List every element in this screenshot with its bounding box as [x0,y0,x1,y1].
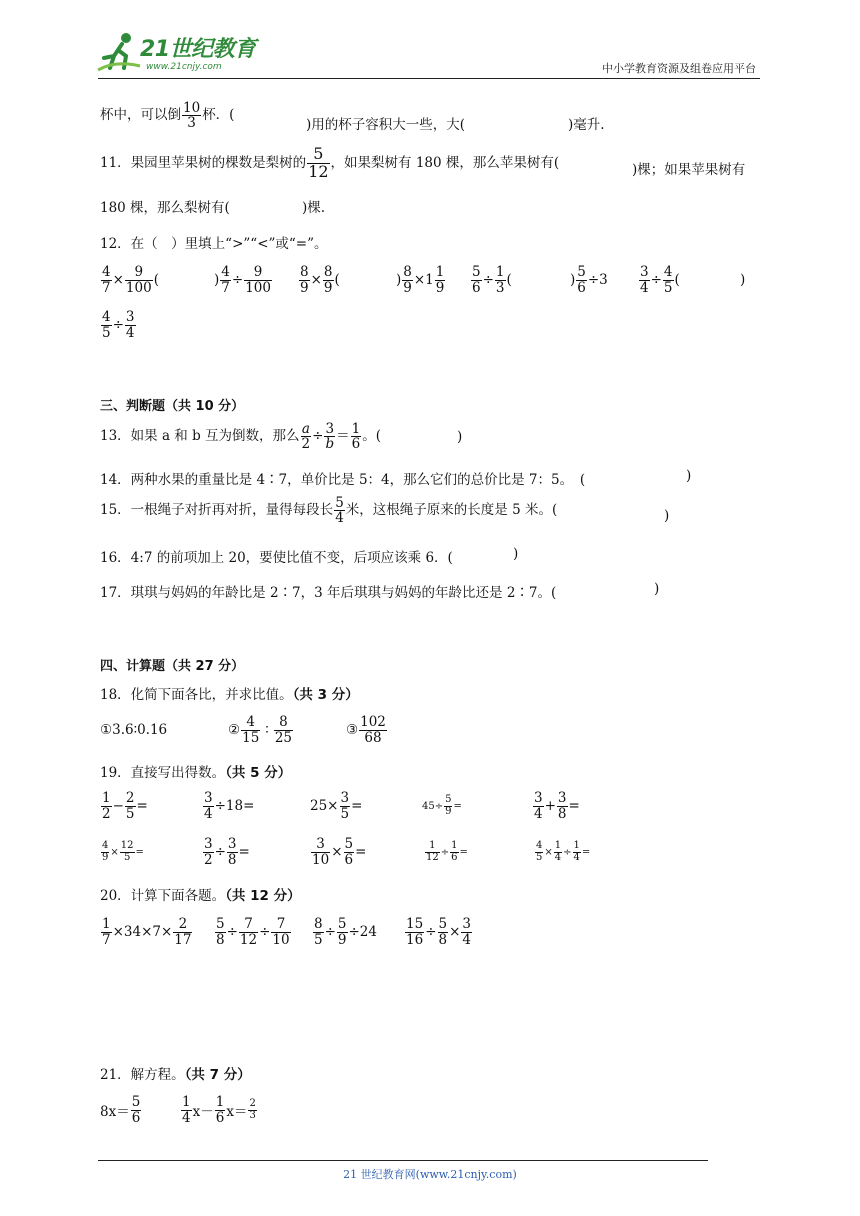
question-11-line2b: )棵. [302,200,326,216]
site-logo [96,30,266,78]
logo-text: 21世纪教育 [140,37,256,62]
platform-name: 中小学教育资源及组卷应用平台 [602,62,756,75]
header-divider [98,78,760,79]
question-11-line2: 180 棵，那么梨树有( [100,200,230,216]
question-19-prompt: 19．直接写出得数。（共 5 分） [100,765,292,781]
q13-close: ) [457,429,463,445]
question-21-prompt: 21．解方程。（共 7 分） [100,1067,251,1083]
footer-divider [98,1160,708,1161]
footer-text: 21 世纪教育网(www.21cnjy.com) [343,1168,517,1181]
q10-tail: 杯中，可以倒 $\frac{10}{3}$ 杯．( [100,100,235,132]
question-12-prompt: 12．在（ ）里填上“>”“<”或“=”。 [100,236,328,252]
question-14: 14．两种水果的重量比是 4∶7，单价比是 5：4，那么它们的总价比是 7：5。 ( [100,472,586,488]
question-17: 17．琪琪与妈妈的年龄比是 2∶7，3 年后琪琪与妈妈的年龄比还是 2∶7。( [100,585,557,601]
question-18-prompt: 18．化简下面各比，并求比值。（共 3 分） [100,687,359,703]
q15-close: ) [664,508,670,524]
q10-blank-2: )毫升. [568,117,605,133]
question-20-prompt: 20．计算下面各题。（共 12 分） [100,888,301,904]
section-4-title: 四、计算题（共 27 分） [100,659,245,674]
question-11: 11．果园里苹果树的棵数是梨树的 $\frac{5}{12}$ ，如果梨树有 180 棵，那么苹果树有( [100,144,560,181]
section-3-title: 三、判断题（共 10 分） [100,399,245,414]
q14-close: ) [686,468,692,484]
question-15: 15．一根绳子对折再对折，量得每段长 $\frac{5}{4}$ 米，这根绳子原来的长度是 5 米。( [100,495,558,527]
question-11-part2: )棵；如果苹果树有 [632,162,746,178]
q16-close: ) [513,546,519,562]
q17-close: ) [654,581,660,597]
question-13: 13．如果 a 和 b 互为倒数，那么 $\frac{a}{2}$ ÷ $\frac{3}{b}$ ＝ $\frac{1}{6}$ 。( [100,421,381,453]
runner-logo-icon [96,30,142,76]
q10-blank-1: )用的杯子容积大一些，大( [306,117,466,133]
question-16: 16．4:7 的前项加上 20，要使比值不变，后项应该乘 6．( [100,550,453,566]
logo-url: www.21cnjy.com [146,62,222,72]
